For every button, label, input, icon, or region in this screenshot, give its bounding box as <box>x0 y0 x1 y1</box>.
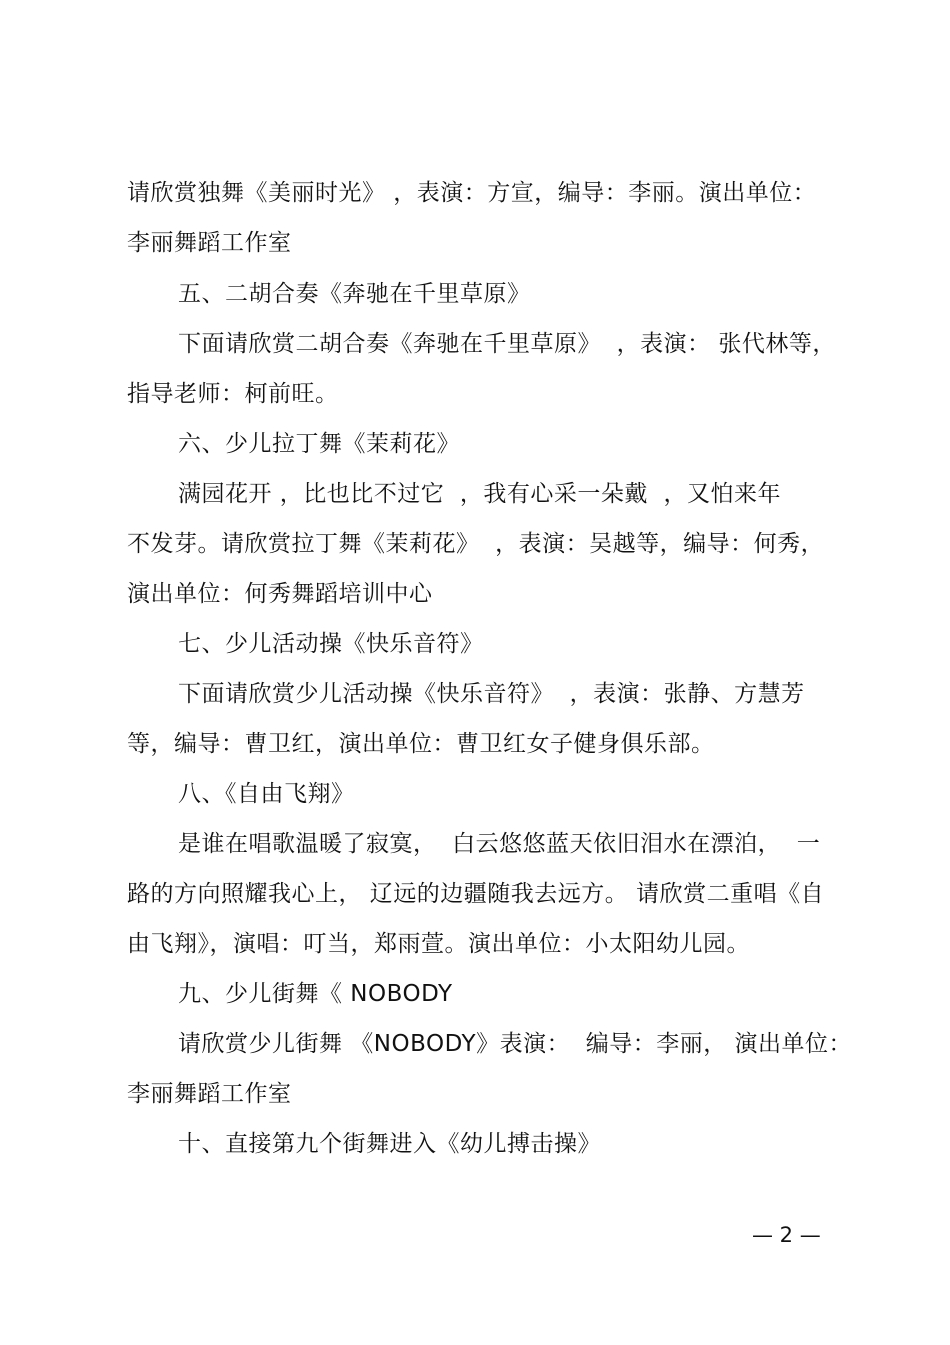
text-line: 不发芽。请欣赏拉丁舞《茉莉花》 ，表演：吴越等，编导：何秀， <box>127 531 825 557</box>
text-line: 指导老师：柯前旺。 <box>127 381 339 407</box>
section-heading: 七、少儿活动操《快乐音符》 <box>178 631 484 657</box>
text-line: 李丽舞蹈工作室 <box>127 1081 292 1107</box>
section-heading: 六、少儿拉丁舞《茉莉花》 <box>178 431 460 457</box>
text-line: 李丽舞蹈工作室 <box>127 230 292 256</box>
section-heading: 九、少儿街舞《 NOBODY <box>178 981 453 1007</box>
section-heading: 八、《自由飞翔》 <box>178 781 355 807</box>
text-line: 是谁在唱歌温暖了寂寞， 白云悠悠蓝天依旧泪水在漂泊， 一 <box>178 831 821 857</box>
text-line: 请欣赏少儿街舞 《NOBODY》表演： 编导：李丽， 演出单位： <box>178 1031 853 1057</box>
section-heading: 五、二胡合奏《奔驰在千里草原》 <box>178 281 531 307</box>
page-number: — 2 — <box>752 1223 821 1247</box>
text-line: 满园花开 ，比也比不过它 ，我有心采一朵戴 ，又怕来年 <box>178 481 782 507</box>
text-line: 等，编导：曹卫红，演出单位：曹卫红女子健身俱乐部。 <box>127 731 715 757</box>
text-line: 下面请欣赏少儿活动操《快乐音符》 ，表演：张静、方慧芳 <box>178 681 805 707</box>
text-line: 下面请欣赏二胡合奏《奔驰在千里草原》 ，表演： 张代林等， <box>178 331 836 357</box>
section-heading: 十、直接第九个街舞进入《幼儿搏击操》 <box>178 1131 601 1157</box>
text-line: 请欣赏独舞《美丽时光》 ，表演：方宣，编导：李丽。演出单位： <box>127 180 817 206</box>
text-line: 路的方向照耀我心上， 辽远的边疆随我去远方。 请欣赏二重唱《自 <box>127 881 825 907</box>
text-line: 由飞翔》，演唱：叮当，郑雨萱。演出单位：小太阳幼儿园。 <box>127 931 750 957</box>
text-line: 演出单位：何秀舞蹈培训中心 <box>127 581 433 607</box>
